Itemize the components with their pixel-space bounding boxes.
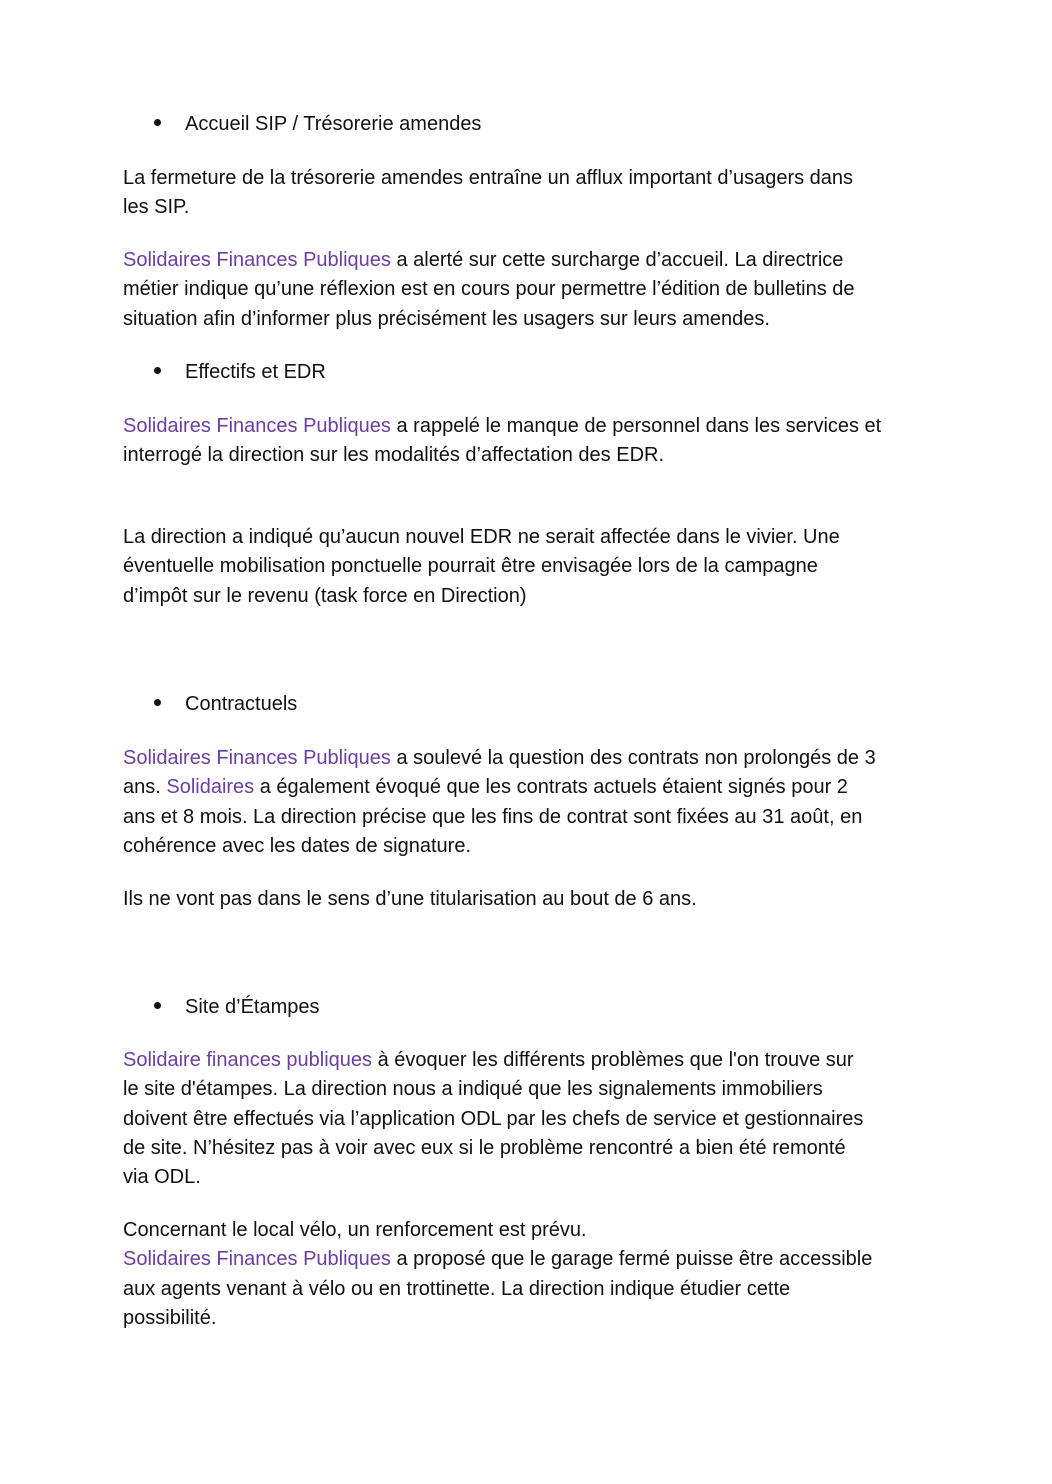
paragraph-contractuels-2: Ils ne vont pas dans le sens d’une titularisation au bout de 6 ans. — [123, 888, 697, 910]
paragraph-accueil-1: La fermeture de la trésorerie amendes entraîne un afflux important d’usagers dans les SIP. — [123, 167, 854, 219]
bullet-icon — [154, 367, 161, 374]
paragraph-contractuels-1: Solidaires Finances Publiques a soulevé la question des contrats non prolongés de 3 ans. Solidaires a également évoqué que les contrats actuels étaient signés pour 2 ans et 8 mois. La direction précise que les fins de contrat sont fixées au 31 août, en cohérence avec les dates de signature. — [123, 747, 876, 857]
paragraph-etampes-2: Concernant le local vélo, un renforcement est prévu. Solidaires Finances Publiques a proposé que le garage fermé puisse être accessible aux agents venant à vélo ou en trottinette. La direction indique étudier cette possibilité. — [123, 1219, 873, 1329]
bullet-icon — [154, 699, 161, 706]
section-heading-accueil: Accueil SIP / Trésorerie amendes — [154, 111, 481, 137]
paragraph-effectifs-1: Solidaires Finances Publiques a rappelé le manque de personnel dans les services et interrogé la direction sur les modalités d’affectation des EDR. — [123, 415, 882, 467]
section-heading-etampes: Site d’Étampes — [154, 994, 320, 1020]
org-name: Solidaires Finances Publiques — [123, 1248, 391, 1271]
org-name: Solidaires Finances Publiques — [123, 415, 391, 437]
section-heading-effectifs: Effectifs et EDR — [154, 359, 326, 385]
org-name: Solidaires Finances Publiques — [123, 249, 391, 271]
paragraph-effectifs-2: La direction a indiqué qu’aucun nouvel EDR ne serait affectée dans le vivier. Une éventuelle mobilisation ponctuelle pourrait être envisagée lors de la campagne d’impôt sur le revenu (task force en Direction) — [123, 526, 840, 607]
org-name-lower: Solidaire finances publiques — [123, 1049, 373, 1071]
bullet-icon — [154, 1002, 161, 1009]
bullet-icon — [154, 119, 161, 126]
org-name-short: Solidaires — [166, 776, 255, 799]
paragraph-etampes-1: Solidaire finances publiques à évoquer les différents problèmes que l'on trouve sur le site d'étampes. La direction nous a indiqué que les signalements immobiliers doivent être effectués via l’application ODL par les chefs de service et gestionnaires de site. N’hésitez pas à voir avec eux si le problème rencontré a bien été remonté via ODL. — [123, 1049, 864, 1189]
section-heading-contractuels: Contractuels — [154, 691, 297, 717]
paragraph-accueil-2: Solidaires Finances Publiques a alerté sur cette surcharge d’accueil. La directrice métier indique qu’une réflexion est en cours pour permettre l’édition de bulletins de situation afin d’informer plus précisément les usagers sur leurs amendes. — [123, 249, 855, 330]
org-name: Solidaires Finances Publiques — [123, 747, 391, 769]
